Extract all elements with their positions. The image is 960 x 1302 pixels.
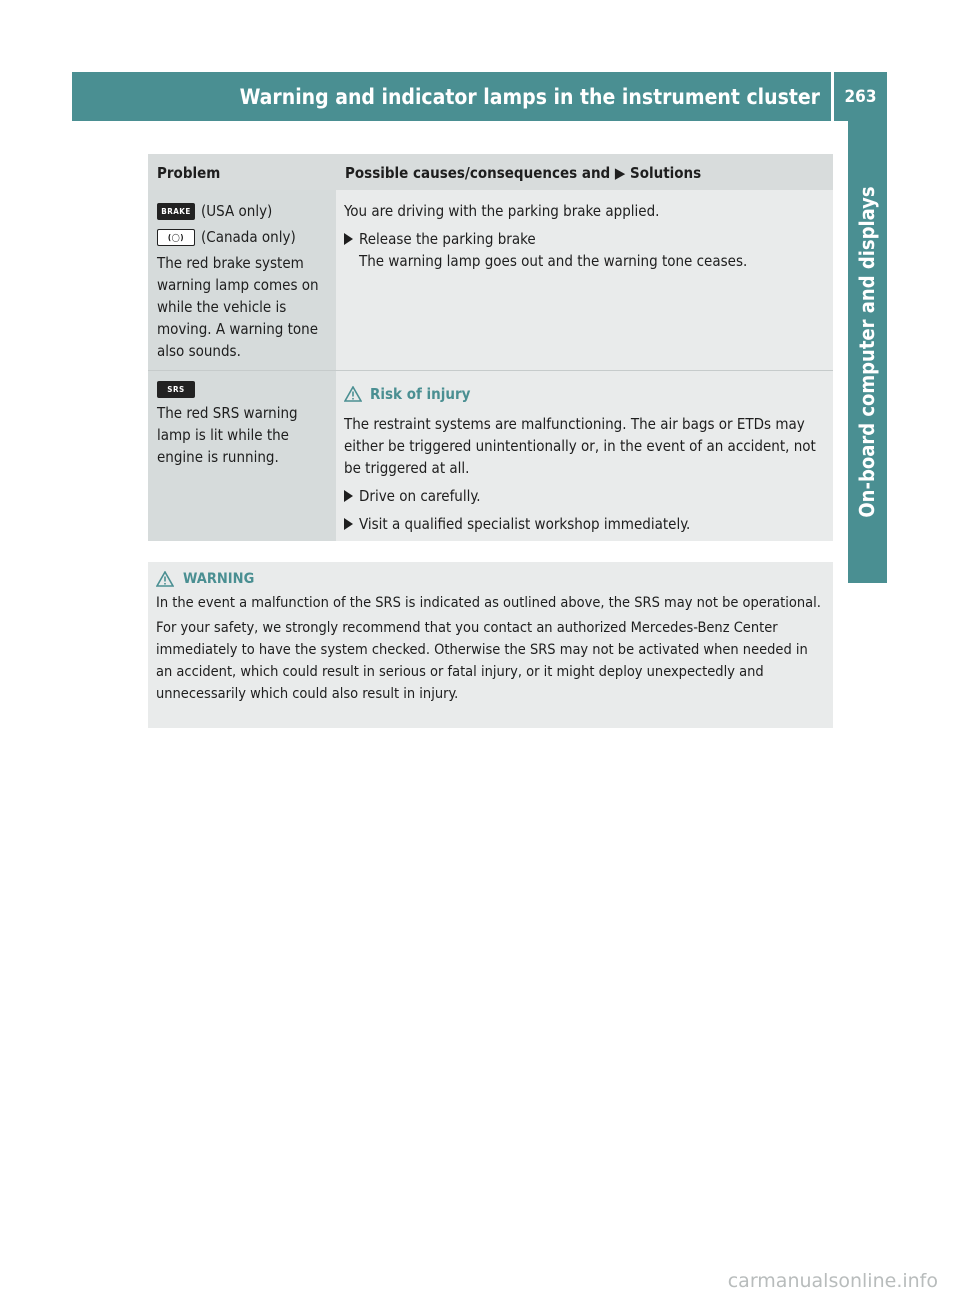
table-row xyxy=(148,370,833,541)
action-arrow-icon xyxy=(344,518,353,530)
site-watermark: carmanualsonline.info xyxy=(727,1270,938,1292)
warning-triangle-icon xyxy=(156,571,174,587)
problem-text: The red SRS warning lamp is lit while the engine is running. xyxy=(157,404,298,466)
problem-cell xyxy=(148,190,336,370)
table-header xyxy=(148,154,833,190)
solution-cell xyxy=(336,371,833,541)
warning-title: WARNING xyxy=(183,571,255,587)
cause-text: The restraint systems are malfunctioning. The air bags or ETDs may either be triggered unintentionally or, in the event of an accident, not be triggered at all. xyxy=(344,415,816,477)
action-step xyxy=(344,513,825,535)
step-text: Release the parking brake xyxy=(359,230,536,248)
chapter-tab-marker xyxy=(848,540,887,583)
lamp-table xyxy=(148,154,833,541)
warning-heading xyxy=(156,568,825,590)
risk-heading xyxy=(344,383,825,405)
col-problem-header: Problem xyxy=(157,164,221,182)
section-title: Warning and indicator lamps in the instrument cluster xyxy=(239,84,820,109)
lamp-region-usa: (USA only) xyxy=(201,202,273,220)
step-text: Visit a qualified specialist workshop immediately. xyxy=(359,515,691,533)
action-step xyxy=(344,228,825,272)
warning-box xyxy=(148,562,833,728)
srs-lamp-icon: SRS xyxy=(157,381,195,398)
step-text: Drive on carefully. xyxy=(359,487,481,505)
step-note: The warning lamp goes out and the warning tone ceases. xyxy=(359,252,748,270)
problem-text: The red brake system warning lamp comes on while the vehicle is moving. A warning tone also sounds. xyxy=(157,254,319,360)
page-number-box xyxy=(834,72,887,121)
brake-circle-icon: (◯) xyxy=(157,229,195,246)
action-step xyxy=(344,485,825,507)
warning-paragraph: For your safety, we strongly recommend that you contact an authorized Mercedes-Benz Center immediately to have the system checked. Otherwise the SRS may not be activated when needed in an accident, which could result in serious or fatal injury, or it might deploy unexpectedly and unnecessarily which could also result in injury. xyxy=(156,620,808,702)
action-arrow-icon xyxy=(344,490,353,502)
table-row xyxy=(148,190,833,370)
warning-triangle-icon xyxy=(344,386,362,402)
risk-label: Risk of injury xyxy=(370,385,471,403)
action-arrow-icon xyxy=(344,233,353,245)
brake-lamp-icon: BRAKE xyxy=(157,203,195,220)
page-number: 263 xyxy=(844,86,877,107)
col-solutions-header: Possible causes/consequences and ▶ Solutions xyxy=(345,164,702,182)
section-header xyxy=(72,72,831,121)
problem-cell xyxy=(148,371,336,541)
solution-cell xyxy=(336,190,833,370)
lamp-region-canada: (Canada only) xyxy=(201,228,296,246)
chapter-tab xyxy=(848,121,887,583)
warning-paragraph: In the event a malfunction of the SRS is indicated as outlined above, the SRS may not be operational. xyxy=(156,595,821,611)
cause-text: You are driving with the parking brake applied. xyxy=(344,202,660,220)
chapter-tab-label: On-board computer and displays xyxy=(855,186,879,518)
